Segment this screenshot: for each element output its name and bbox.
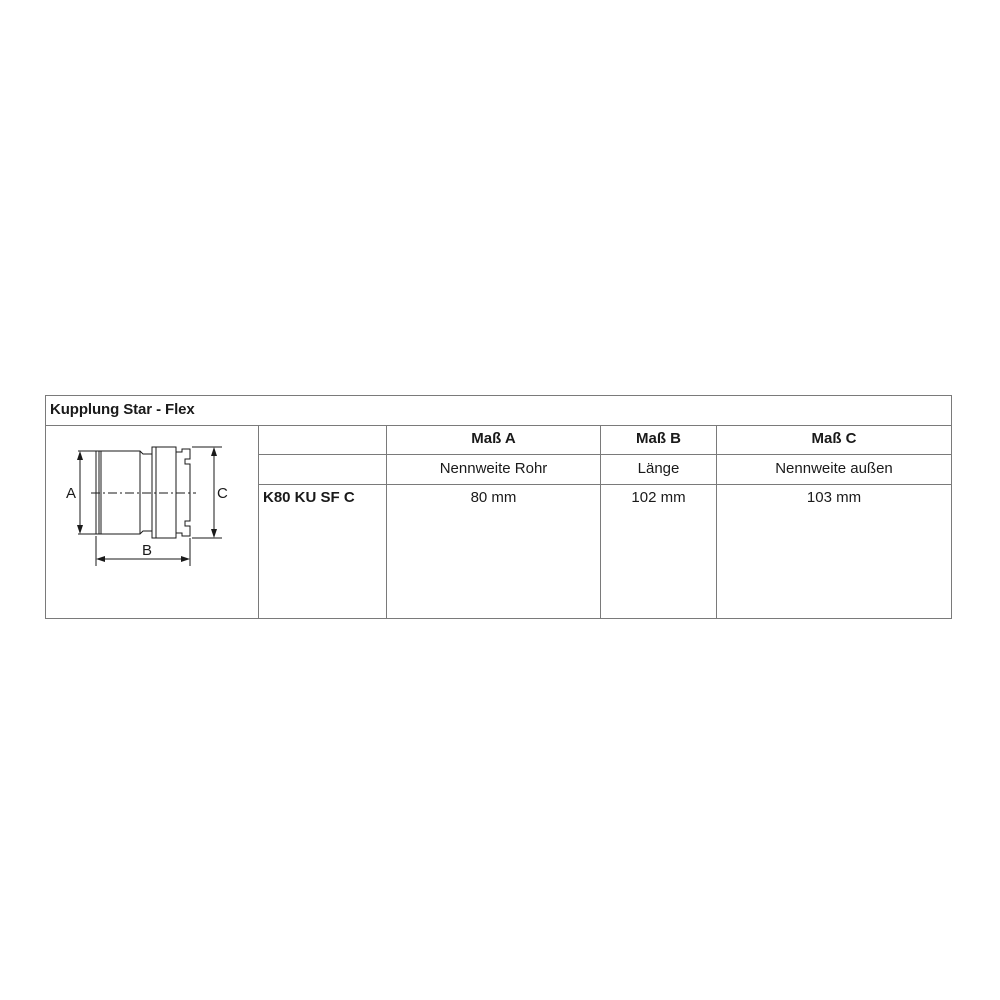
coupling-drawing (46, 427, 258, 617)
header-mass-b: Maß B (636, 430, 681, 447)
table-title-row (46, 396, 951, 426)
subheader-mass-b: Länge (637, 460, 680, 477)
product-spec-table (45, 395, 952, 619)
header-mass-a: Maß A (471, 430, 516, 447)
grid-line (259, 484, 951, 485)
subheader-mass-a: Nennweite Rohr (439, 460, 548, 477)
grid-line (259, 454, 951, 455)
header-mass-c: Maß C (811, 430, 857, 447)
table-row-mass-b: 102 mm (631, 489, 686, 506)
table-row-article: K80 KU SF C (263, 489, 355, 506)
dimension-label-c: C (217, 485, 228, 502)
table-row-mass-a: 80 mm (470, 489, 517, 506)
dimension-label-a: A (66, 485, 77, 502)
table-row-mass-c: 103 mm (806, 489, 862, 506)
table-title: Kupplung Star - Flex (50, 401, 195, 418)
dimension-label-b: B (142, 542, 153, 559)
subheader-mass-c: Nennweite außen (775, 460, 893, 477)
